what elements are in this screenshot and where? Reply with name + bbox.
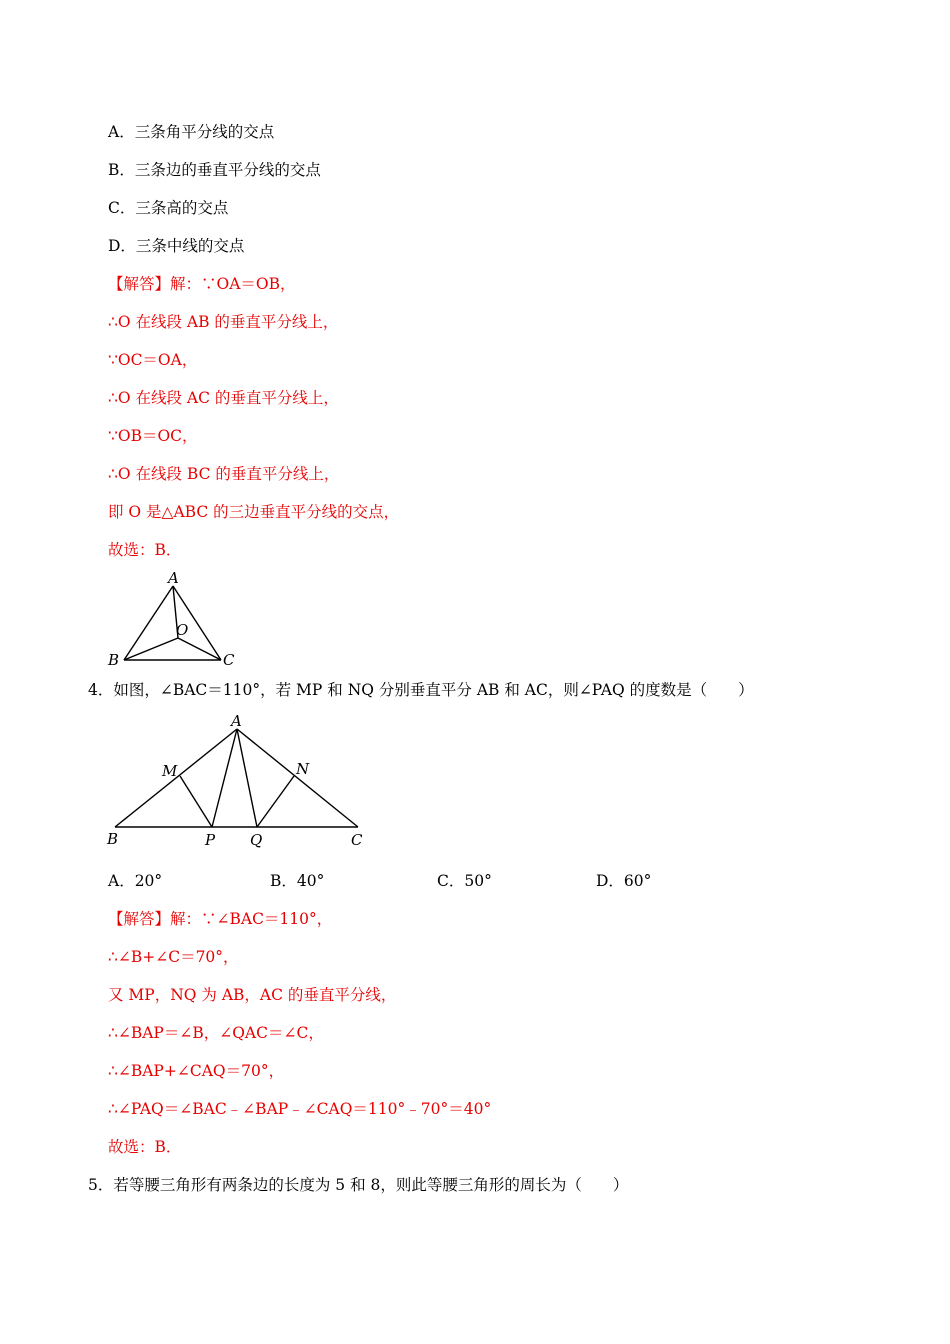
q4-option-c: C．50° (437, 872, 492, 890)
q3-solution-line: 故选：B． (108, 541, 182, 559)
q4-solution-line: ∴∠BAP＝∠B，∠QAC＝∠C， (108, 1024, 324, 1042)
label-m: M (162, 762, 178, 780)
q4-stem: 4．如图，∠BAC＝110°，若 MP 和 NQ 分别垂直平分 AB 和 AC，则∠PAQ 的度数是（ ） (88, 681, 754, 699)
label-a: A (231, 712, 242, 730)
q5-stem: 5．若等腰三角形有两条边的长度为 5 和 8，则此等腰三角形的周长为（ ） (88, 1176, 629, 1194)
q3-triangle-figure (100, 568, 250, 672)
q4-solution-line: 【解答】解：∵∠BAC＝110°， (108, 910, 333, 928)
segment-ap (212, 729, 237, 827)
q3-option-d: D．三条中线的交点 (108, 237, 245, 255)
label-b: B (107, 830, 119, 848)
label-b: B (108, 651, 120, 669)
label-q: Q (250, 831, 263, 849)
label-c: C (351, 831, 363, 849)
q3-solution-line: ∴O 在线段 BC 的垂直平分线上， (108, 465, 340, 483)
q3-solution-line: 即 O 是△ABC 的三边垂直平分线的交点， (108, 503, 400, 521)
q4-solution-line: ∴∠PAQ＝∠BAC﹣∠BAP﹣∠CAQ＝110°﹣70°＝40° (108, 1100, 492, 1118)
label-n: N (296, 760, 310, 778)
segment-nq (257, 776, 294, 827)
q3-solution-line: ∵OC＝OA， (108, 351, 198, 369)
q4-triangle-figure (100, 712, 380, 852)
segment-mp (180, 776, 212, 827)
q3-solution-line: ∴O 在线段 AC 的垂直平分线上， (108, 389, 339, 407)
edge-ab (124, 586, 173, 660)
label-o: O (176, 621, 189, 639)
segment-aq (237, 729, 257, 827)
q3-option-c: C．三条高的交点 (108, 199, 229, 217)
q3-option-a: A．三条角平分线的交点 (108, 123, 275, 141)
q4-option-b: B．40° (270, 872, 325, 890)
q4-solution-line: ∴∠BAP+∠CAQ＝70°， (108, 1062, 285, 1080)
q3-solution-line: ∵OB＝OC， (108, 427, 198, 445)
label-c: C (223, 651, 235, 669)
q3-solution-line: 【解答】解：∵OA＝OB， (108, 275, 296, 293)
q4-solution-line: 故选：B． (108, 1138, 182, 1156)
label-p: P (205, 831, 216, 849)
q4-option-a: A．20° (108, 872, 163, 890)
q3-solution-line: ∴O 在线段 AB 的垂直平分线上， (108, 313, 339, 331)
q3-option-b: B．三条边的垂直平分线的交点 (108, 161, 321, 179)
q4-option-d: D．60° (596, 872, 652, 890)
q4-solution-line: ∴∠B+∠C＝70°， (108, 948, 239, 966)
edge-ac (237, 729, 358, 827)
label-a: A (168, 569, 179, 587)
q4-solution-line: 又 MP，NQ 为 AB，AC 的垂直平分线， (108, 986, 397, 1004)
